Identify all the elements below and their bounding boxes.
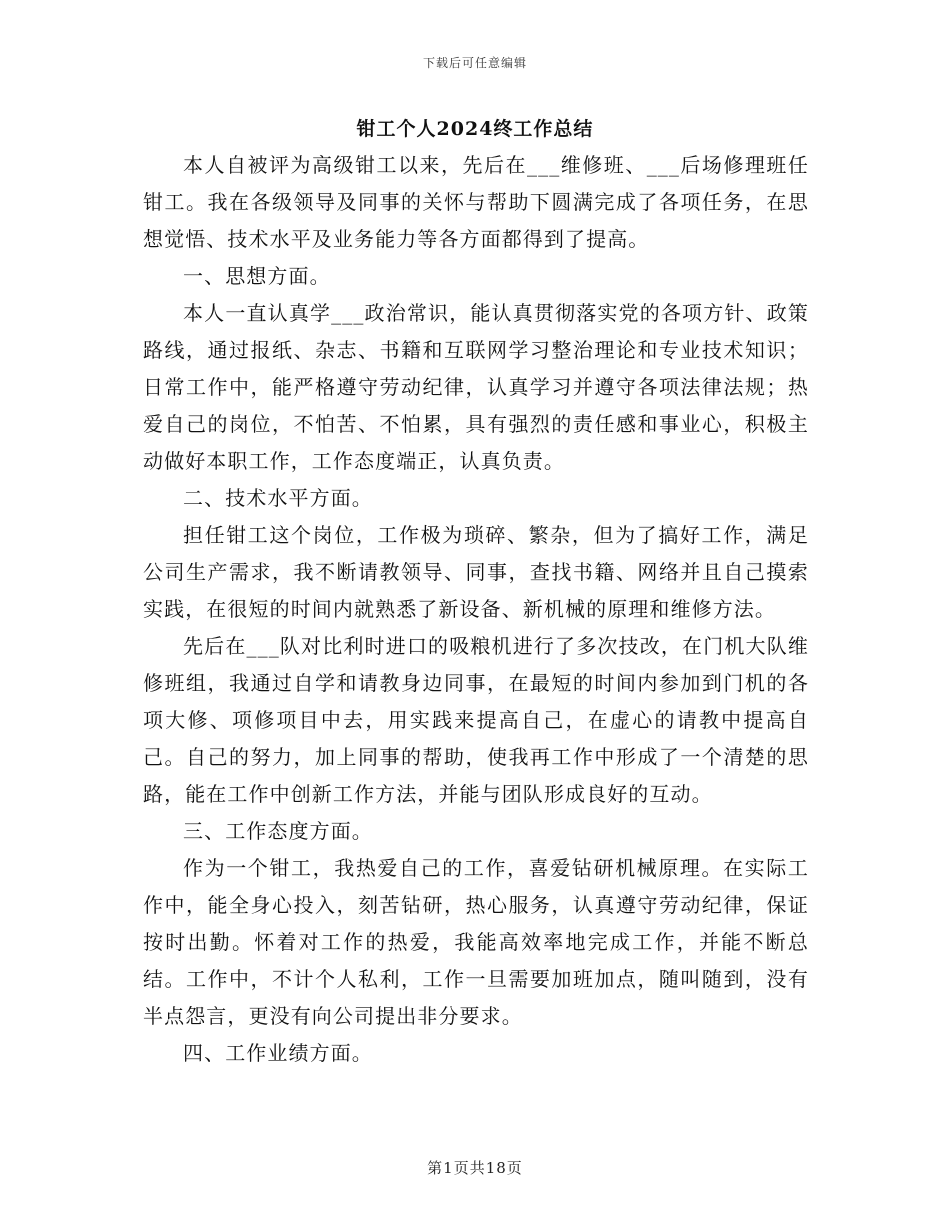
paragraph-technical: 担任钳工这个岗位，工作极为琐碎、繁杂，但为了搞好工作，满足公司生产需求，我不断请教领导、同事，查找书籍、网络并且自己摸索实践，在很短的时间内就熟悉了新设备、新机械的原理和维修方法。	[143, 523, 809, 621]
header-note: 下载后可任意编辑	[422, 56, 527, 70]
paragraph-intro: 本人自被评为高级钳工以来，先后在___维修班、___后场修理班任钳工。我在各级领导及同事的关怀与帮助下圆满完成了各项任务，在思想觉悟、技术水平及业务能力等各方面都得到了提高。	[143, 153, 809, 251]
paragraph-technical-projects: 先后在___队对比利时进口的吸粮机进行了多次技改，在门机大队维修班组，我通过自学和请教身边同事，在最短的时间内参加到门机的各项大修、项修项目中去，用实践来提高自己，在虚心的请教中提高自己。自己的努力，加上同事的帮助，使我再工作中形成了一个清楚的思路，能在工作中创新工作方法，并能与团队形成良好的互动。	[143, 634, 809, 806]
section-heading-performance: 四、工作业绩方面。	[183, 1041, 373, 1065]
page-number: 第1页共18页	[427, 1159, 523, 1177]
document-title: 钳工个人2024终工作总结	[356, 118, 594, 140]
section-heading-technical: 二、技术水平方面。	[183, 486, 373, 510]
document-body	[143, 147, 809, 1072]
section-heading-ideology: 一、思想方面。	[183, 264, 331, 288]
section-heading-attitude: 三、工作态度方面。	[183, 819, 373, 843]
paragraph-attitude: 作为一个钳工，我热爱自己的工作，喜爱钻研机械原理。在实际工作中，能全身心投入，刻苦钻研，热心服务，认真遵守劳动纪律，保证按时出勤。怀着对工作的热爱，我能高效率地完成工作，并能不断总结。工作中，不计个人私利，工作一旦需要加班加点，随叫随到，没有半点怨言，更没有向公司提出非分要求。	[143, 856, 809, 1028]
paragraph-ideology: 本人一直认真学___政治常识，能认真贯彻落实党的各项方针、政策路线，通过报纸、杂志、书籍和互联网学习整治理论和专业技术知识；日常工作中，能严格遵守劳动纪律，认真学习并遵守各项法律法规；热爱自己的岗位，不怕苦、不怕累，具有强烈的责任感和事业心，积极主动做好本职工作，工作态度端正，认真负责。	[143, 301, 809, 473]
